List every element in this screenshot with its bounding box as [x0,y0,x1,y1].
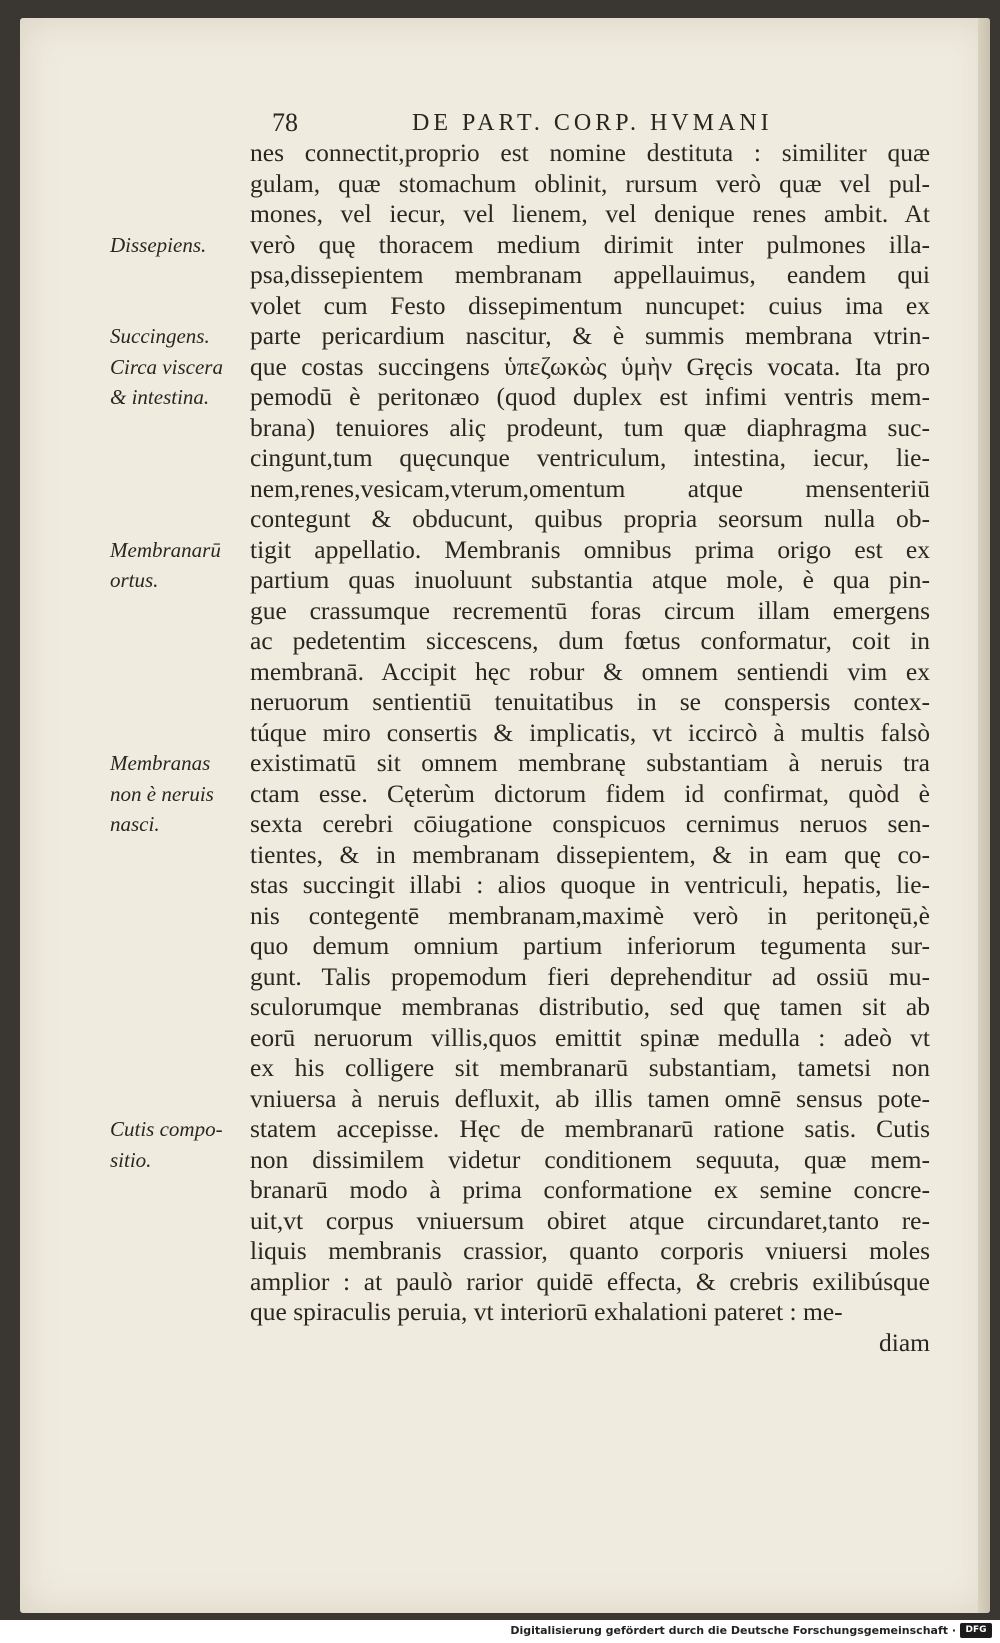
text-line: tientes, & in membranam dissepientem, & in eam quę co- [250,839,930,869]
body-text [110,138,930,1358]
text-line: nes connectit,proprio est nomine destituta : similiter quæ [250,138,930,167]
text-line: branarū modo à prima conformatione ex semine concre- [250,1175,930,1204]
text-line: mones, vel iecur, vel lienem, vel denique renes ambit. At [250,199,930,228]
text-line: partium quas inuoluunt substantia atque mole, è qua pin- [250,565,930,594]
catchword: diam [879,1327,930,1357]
margin-note: Membranas [110,751,211,775]
text-line: statem accepisse. Hęc de membranarū ratione satis. Cutis [250,1114,930,1143]
text-line: amplior : at paulò rarior quidē effecta, & crebris exilibúsque [250,1266,930,1296]
margin-note: ortus. [110,568,159,592]
running-head: DE PART. CORP. HVMANI [412,110,773,136]
text-line: psa,dissepientem membranam appellauimus, eandem qui [250,260,930,289]
text-line: stas succingit illabi : alios quoque in ventriculi, hepatis, lie- [250,870,930,899]
text-line: brana) tenuiores aliç prodeunt, tum quæ diaphragma suc- [250,412,930,442]
text-line: que costas succingens ὑπεζωκὼς ὑμὴν Gręcis vocata. Ita pro [250,351,930,381]
margin-note: sitio. [110,1147,152,1172]
text-line: verò quę thoracem medium dirimit inter pulmones illa- [250,229,930,259]
text-line: ctam esse. Cęterùm dictorum fidem id confirmat, quòd è [250,778,930,808]
text-line: quo demum omnium partium inferiorum tegumenta sur- [250,931,930,960]
text-line: vniuersa à neruis defluxit, ab illis tamen omnē sensus pote- [250,1083,930,1113]
text-line: eorū neruorum villis,quos emittit spinæ medulla : adeò vt [250,1022,930,1052]
text-line: non dissimilem videtur conditionem sequuta, quæ mem- [250,1144,930,1174]
margin-note: non è neruis [110,781,214,806]
text-line: gue crassumque recrementū foras circum illam emergens [250,595,930,625]
margin-note: Cutis compo- [110,1117,223,1141]
text-line: túque miro consertis & implicatis, vt iccircò à multis falsò [250,717,930,747]
text-line: existimatū sit omnem membranę substantiam à neruis tra [250,748,930,777]
text-line: gunt. Talis propemodum fieri deprehenditur ad ossiū mu- [250,961,930,991]
margin-note: Circa viscera [110,354,223,379]
text-line: nis contegentē membranam,maximè verò in peritonęū,è [250,900,930,930]
footer-bar [0,1620,1000,1643]
text-line: que spiraculis peruia, vt interiorū exhalationi pateret : me- [250,1297,843,1326]
text-line: membranā. Accipit hęc robur & omnem sentiendi vim ex [250,656,930,686]
text-line: liquis membranis crassior, quanto corporis vniuersi moles [250,1236,930,1265]
text-line: nem,renes,vesicam,vterum,omentum atque mensenteriū [250,473,930,503]
text-line: uit,vt corpus vniuersum obiret atque circundaret,tanto re- [250,1205,930,1235]
text-line: gulam, quæ stomachum oblinit, rursum verò quæ vel pul- [250,168,930,198]
page-number: 78 [272,108,298,137]
margin-note: nasci. [110,812,160,836]
text-line: cingunt,tum quęcunque ventriculum, intestina, iecur, lie- [250,443,930,472]
text-line: contegunt & obducunt, quibus propria seorsum nulla ob- [250,504,930,533]
text-line: ac pedetentim siccescens, dum fœtus conformatur, coit in [250,626,930,655]
text-line: pemodū è peritonæo (quod duplex est infimi ventris mem- [250,382,930,411]
margin-note: Membranarū [110,537,221,562]
text-line: volet cum Festo dissepimentum nuncupet: cuius ima ex [250,290,930,320]
margin-note: Succingens. [110,324,210,348]
page-edge [978,18,990,1613]
footer-credit: Digitalisierung gefördert durch die Deutsche Forschungsgemeinschaft · [510,1624,956,1637]
text-line: sexta cerebri cōiugatione conspicuos cernimus neruos sen- [250,809,930,838]
text-line: parte pericardium nascitur, & è summis membrana vtrin- [250,321,930,350]
margin-note: & intestina. [110,385,210,409]
dfg-logo: DFG [960,1623,992,1638]
text-line: neruorum sentientiū tenuitatibus in se conspersis contex- [250,687,930,716]
text-line: ex his colligere sit membranarū substantiam, tametsi non [250,1053,930,1082]
page-header [272,108,932,138]
margin-note: Dissepiens. [110,232,207,257]
text-line: sculorumque membranas distributio, sed quę tamen sit ab [250,992,930,1021]
text-line: tigit appellatio. Membranis omnibus prima origo est ex [250,534,930,564]
